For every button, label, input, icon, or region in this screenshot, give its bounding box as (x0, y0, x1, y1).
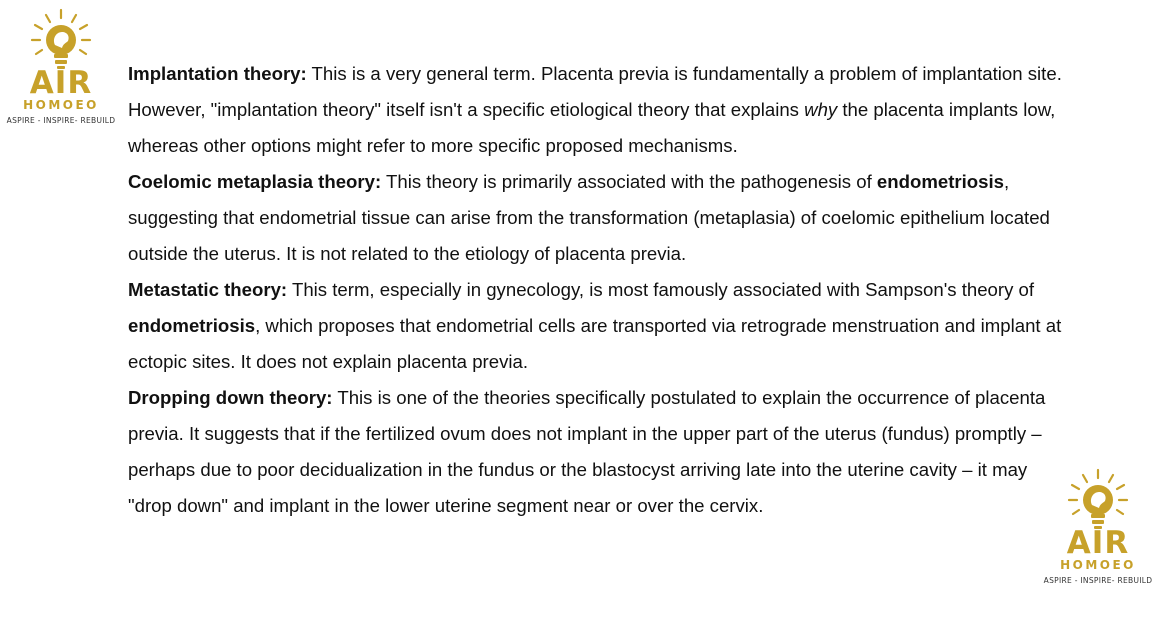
logo-sub: HOMOEO (1060, 558, 1136, 572)
logo-brand: AIR (29, 65, 93, 101)
paragraph-implantation (128, 56, 1068, 164)
explanation-text (128, 56, 1068, 524)
heading-dropping-down: Dropping down theory: (128, 387, 333, 408)
text-metastatic-post: , which proposes that endometrial cells are transported via retrograde menstruation and implant at ectopic sites. It does not explain placenta previa. (128, 315, 1062, 372)
heading-metastatic: Metastatic theory: (128, 279, 288, 300)
logo-brand: AIR (1066, 525, 1130, 561)
text-implantation-pre: This is a very general term. Placenta previa is fundamentally a problem of implantation site. However, "implantation theory" itself isn't a specific etiological theory that explains (128, 63, 1062, 120)
paragraph-coelomic (128, 164, 1068, 272)
heading-coelomic: Coelomic metaplasia theory: (128, 171, 382, 192)
logo-tagline: ASPIRE - INSPIRE- REBUILD (1043, 576, 1153, 585)
paragraph-metastatic (128, 272, 1068, 380)
text-dropping-down: This is one of the theories specifically postulated to explain the occurrence of placenta previa. It suggests that if the fertilized ovum does not implant in the upper part of the uterus (fundus) promptly – perhaps due to poor decidualization in the fundus or the blastocyst arriving late into the uterine cavity – it may "drop down" and implant in the lower uterine segment near or over the cervix. (128, 387, 1046, 516)
heading-implantation: Implantation theory: (128, 63, 307, 84)
logo-top (6, 8, 116, 125)
logo-sub: HOMOEO (23, 98, 99, 112)
lightbulb-icon (26, 8, 96, 72)
lightbulb-icon (1063, 468, 1133, 532)
paragraph-dropping-down (128, 380, 1068, 524)
text-coelomic-pre: This theory is primarily associated with the pathogenesis of (381, 171, 877, 192)
logo-bottom (1043, 468, 1153, 585)
text-implantation-post: the placenta implants low, whereas other options might refer to more specific proposed mechanisms. (128, 99, 1056, 156)
text-coelomic-post: , suggesting that endometrial tissue can arise from the transformation (metaplasia) of coelomic epithelium located outside the uterus. It is not related to the etiology of placenta previa. (128, 171, 1050, 264)
strong-endometriosis-1: endometriosis (876, 171, 1004, 192)
text-metastatic-pre: This term, especially in gynecology, is most famously associated with Sampson's theory of (287, 279, 1035, 300)
logo-tagline: ASPIRE - INSPIRE- REBUILD (6, 116, 116, 125)
strong-endometriosis-2: endometriosis (128, 315, 256, 336)
emphasis-why: why (804, 99, 838, 120)
